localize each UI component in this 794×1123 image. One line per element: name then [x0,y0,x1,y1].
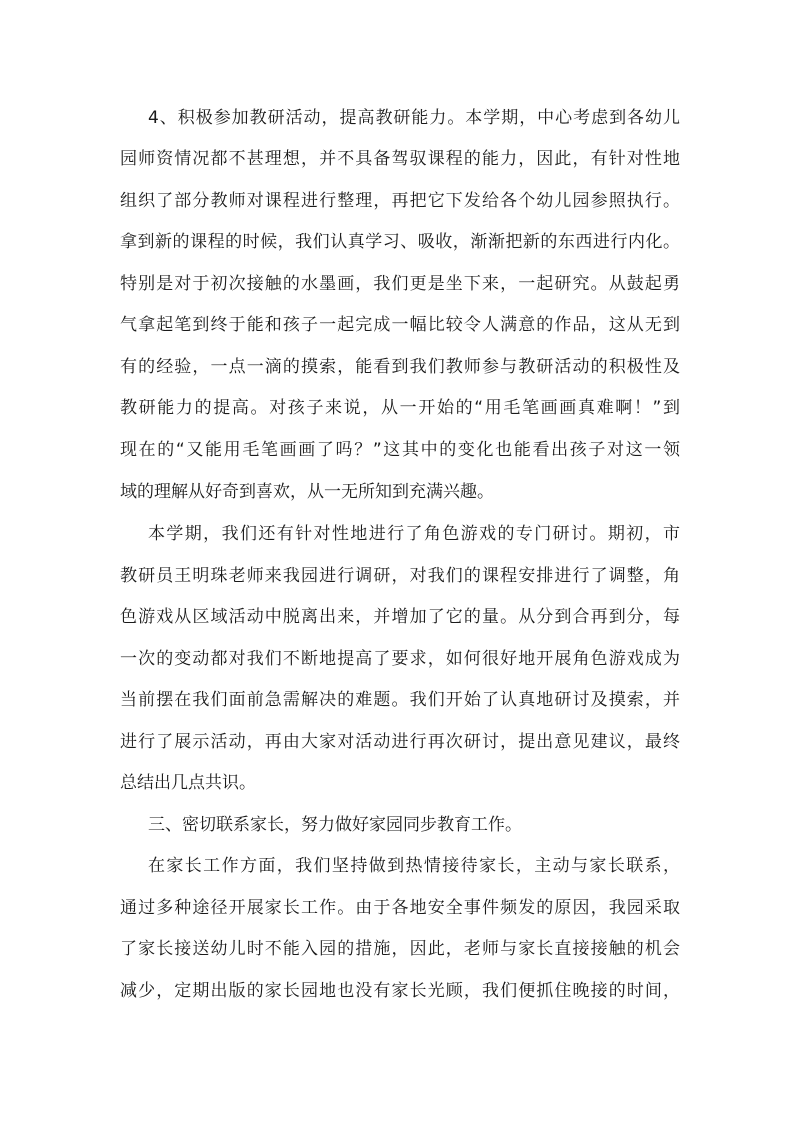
paragraph-line: 减少，定期出版的家长园地也没有家长光顾，我们便抓住晚接的时间， [120,981,680,1001]
paragraph-line: 通过多种途径开展家长工作。由于各地安全事件频发的原因，我园采取 [120,898,680,918]
paragraph-line: 当前摆在我们面前急需解决的难题。我们开始了认真地研讨及摸索，并 [120,690,680,710]
paragraph-line: 教研能力的提高。对孩子来说，从一开始的“用毛笔画画真难啊！”到 [120,398,680,418]
section-heading-text: 三、密切联系家长，努力做好家园同步教育工作。 [148,815,522,835]
paragraph-line: 总结出几点共识。 [120,773,256,793]
paragraph-line: 域的理解从好奇到喜欢，从一无所知到充满兴趣。 [120,482,494,502]
paragraph-line: 气拿起笔到终于能和孩子一起完成一幅比较令人满意的作品，这从无到 [120,315,680,335]
paragraph-line: 4、积极参加教研活动，提高教研能力。本学期，中心考虑到各幼儿 [148,108,680,128]
paragraph-line: 本学期，我们还有针对性地进行了角色游戏的专门研讨。期初，市 [148,524,680,544]
paragraph-line: 色游戏从区域活动中脱离出来，并增加了它的量。从分到合再到分，每 [120,607,680,627]
paragraph-line: 有的经验，一点一滴的摸索，能看到我们教师参与教研活动的积极性及 [120,357,680,377]
paragraph-line: 在家长工作方面，我们坚持做到热情接待家长，主动与家长联系， [148,856,680,876]
paragraph-line: 教研员王明珠老师来我园进行调研，对我们的课程安排进行了调整，角 [120,566,680,586]
paragraph-line: 园师资情况都不甚理想，并不具备驾驭课程的能力，因此，有针对性地 [120,149,680,169]
paragraph-line: 特别是对于初次接触的水墨画，我们更是坐下来，一起研究。从鼓起勇 [120,274,680,294]
paragraph-line: 拿到新的课程的时候，我们认真学习、吸收，渐渐把新的东西进行内化。 [120,232,680,252]
paragraph-line: 组织了部分教师对课程进行整理，再把它下发给各个幼儿园参照执行。 [120,191,680,211]
paragraph-line: 现在的“又能用毛笔画画了吗？”这其中的变化也能看出孩子对这一领 [120,440,680,460]
paragraph-line: 了家长接送幼儿时不能入园的措施，因此，老师与家长直接接触的机会 [120,939,680,959]
paragraph-line: 一次的变动都对我们不断地提高了要求，如何很好地开展角色游戏成为 [120,649,680,669]
paragraph-line: 进行了展示活动，再由大家对活动进行再次研讨，提出意见建议，最终 [120,732,680,752]
